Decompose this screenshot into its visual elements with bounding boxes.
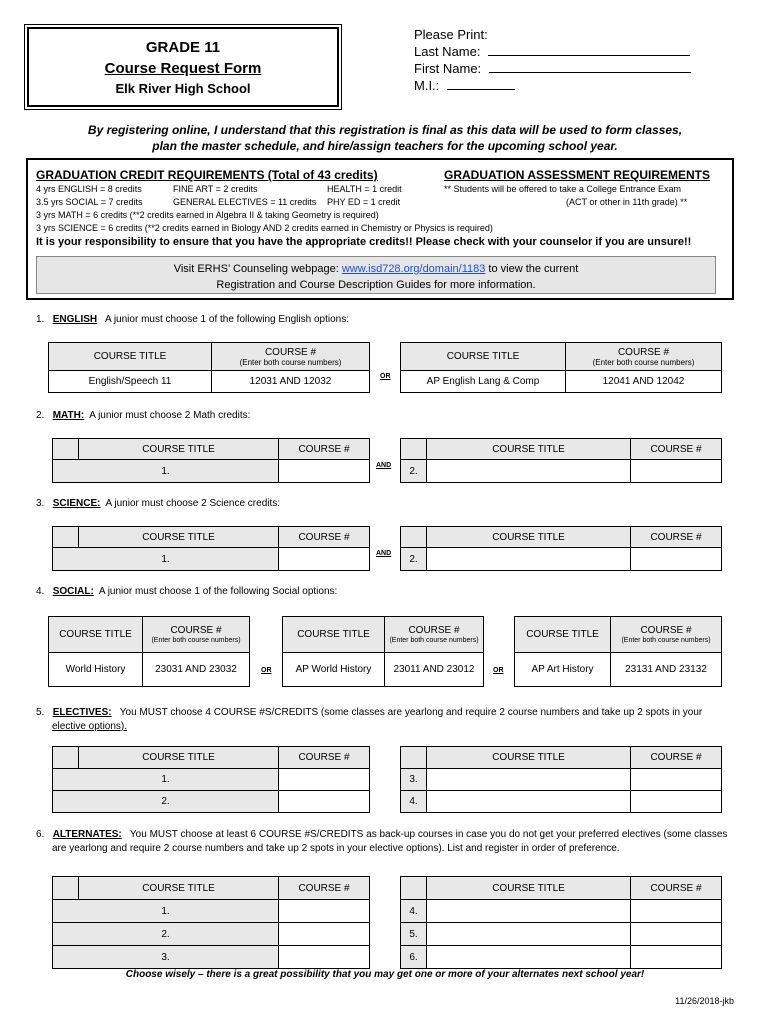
row-number: 4. [401, 791, 427, 813]
course-number-header: COURSE # [631, 527, 722, 548]
section-instructions-cont: are yearlong and require 2 course numbers and take up 2 spots in your elective options). List and register in order of preference. [52, 843, 620, 854]
visit-prefix: Visit ERHS’ Counseling webpage: [173, 263, 342, 275]
row-number: 1. [161, 774, 170, 785]
course-title-header: COURSE TITLE [79, 527, 279, 548]
section-name: ALTERNATES: [52, 829, 122, 840]
row-number: 3. [161, 951, 170, 963]
elective-row-2-number[interactable] [279, 791, 370, 813]
elective-row-2-title[interactable] [53, 791, 279, 813]
enter-both-note: (Enter both course numbers) [151, 636, 241, 644]
alternates-section-heading [36, 828, 736, 856]
number-header [53, 747, 79, 769]
social-option-3-table [514, 616, 722, 687]
alternate-row-6-number[interactable] [631, 946, 722, 969]
english-course-numbers[interactable]: 12041 AND 12042 [566, 371, 722, 393]
alternate-row-6-title[interactable] [427, 946, 631, 969]
course-number-header [385, 617, 484, 653]
responsibility-note: It is your responsibility to ensure that you have the appropriate credits!! Please check with your counselor if you are unsure!! [36, 236, 692, 248]
elective-row-3-title[interactable] [427, 769, 631, 791]
science-section-heading [36, 498, 280, 509]
row-number: 2. [401, 548, 427, 571]
last-name-row [414, 43, 690, 60]
science-row-1-title[interactable] [53, 548, 279, 571]
course-title-header: COURSE TITLE [79, 439, 279, 460]
section-instructions-cont: elective options). [52, 721, 128, 732]
section-number: 1. [36, 314, 45, 325]
course-title-header: COURSE TITLE [79, 747, 279, 769]
number-header [401, 747, 427, 769]
science-table-left [52, 526, 370, 571]
course-number-header [566, 343, 722, 371]
form-title-box [27, 27, 339, 107]
assessment-requirements-title: GRADUATION ASSESSMENT REQUIREMENTS [444, 168, 711, 182]
last-name-field[interactable] [488, 44, 690, 56]
and-label: AND [376, 550, 392, 557]
counseling-link[interactable]: www.isd728.org/domain/1183 [341, 263, 486, 275]
statement-line-1: By registering online, I understand that this registration is final as this data will be used to form classes, [87, 123, 683, 137]
credit-requirements-title: GRADUATION CREDIT REQUIREMENTS (Total of 43 credits) [36, 168, 378, 182]
elective-row-4-number[interactable] [631, 791, 722, 813]
alternate-row-5-number[interactable] [631, 923, 722, 946]
enter-both-note: (Enter both course numbers) [239, 357, 342, 367]
or-label: OR [380, 373, 391, 380]
statement-line-2: plan the master schedule, and hire/assign teachers for the upcoming school year. [152, 139, 618, 153]
english-section-heading [36, 314, 349, 325]
req-fine-art: FINE ART = 2 credits [173, 184, 258, 194]
course-num-label: COURSE # [408, 624, 460, 636]
date-code: 11/26/2018-jkb [675, 996, 734, 1006]
counseling-line-2: Registration and Course Description Guides for more information. [216, 279, 536, 291]
course-number-header: COURSE # [631, 747, 722, 769]
course-title-header: COURSE TITLE [49, 617, 143, 653]
section-number: 4. [36, 586, 45, 597]
alternate-row-3-title[interactable] [53, 946, 279, 969]
science-row-2-title[interactable] [427, 548, 631, 571]
row-number: 1. [161, 465, 170, 477]
science-row-2-number[interactable] [631, 548, 722, 571]
assessment-line-2: (ACT or other in 11th grade) ** [566, 197, 688, 207]
course-number-header: COURSE # [279, 439, 370, 460]
section-instructions: You MUST choose 4 COURSE #S/CREDITS (some classes are yearlong and require 2 course numbers and take up 2 spots in your [119, 707, 703, 718]
course-title-header: COURSE TITLE [49, 343, 212, 371]
visit-suffix: to view the current [485, 263, 579, 275]
section-name: SCIENCE: [52, 498, 101, 509]
course-num-label: COURSE # [264, 346, 317, 358]
req-math: 3 yrs MATH = 6 credits (**2 credits earned in Algebra II & taking Geometry is required) [36, 210, 379, 220]
first-name-label: First Name: [414, 61, 482, 76]
req-english: 4 yrs ENGLISH = 8 credits [36, 184, 142, 194]
req-science: 3 yrs SCIENCE = 6 credits (**2 credits earned in Biology AND 2 credits earned in Chemistry or Physics is required) [36, 223, 493, 233]
req-phy-ed: PHY ED = 1 credit [327, 197, 401, 207]
or-label: OR [261, 667, 272, 674]
number-header [401, 527, 427, 548]
elective-row-4-title[interactable] [427, 791, 631, 813]
course-number-header: COURSE # [631, 877, 722, 900]
section-name: ENGLISH [52, 314, 98, 325]
section-instructions: A junior must choose 2 Math credits: [89, 410, 251, 421]
assessment-line-1: ** Students will be offered to take a College Entrance Exam [444, 184, 681, 194]
section-instructions: You MUST choose at least 6 COURSE #S/CREDITS as back-up courses in case you do not get your preferred electives (some classes [129, 829, 728, 840]
alternates-warning: Choose wisely – there is a great possibility that you may get one or more of your alternates next school year! [125, 969, 645, 980]
number-header [53, 527, 79, 548]
row-number: 2. [401, 460, 427, 483]
alternate-row-5-title[interactable] [427, 923, 631, 946]
section-name: MATH: [52, 410, 85, 421]
first-name-row [414, 60, 691, 77]
english-course-title[interactable]: AP English Lang & Comp [401, 371, 566, 393]
registration-statement [40, 122, 730, 154]
alternate-row-2-number[interactable] [279, 923, 370, 946]
alternate-row-1-title[interactable] [53, 900, 279, 923]
counseling-info-box [36, 256, 716, 294]
english-option-1-table [48, 342, 370, 393]
alternate-row-3-number[interactable] [279, 946, 370, 969]
course-number-header [212, 343, 370, 371]
alternates-table-left [52, 876, 370, 969]
row-number: 2. [161, 796, 170, 807]
section-number: 3. [36, 498, 45, 509]
elective-row-3-number[interactable] [631, 769, 722, 791]
section-number: 5. [36, 707, 45, 718]
english-course-title[interactable]: English/Speech 11 [49, 371, 212, 393]
first-name-field[interactable] [489, 61, 691, 73]
course-title-header: COURSE TITLE [401, 343, 566, 371]
and-label: AND [376, 462, 392, 469]
number-header [53, 439, 79, 460]
math-section-heading [36, 410, 250, 421]
english-course-numbers[interactable]: 12031 AND 12032 [212, 371, 370, 393]
mi-field[interactable] [447, 78, 515, 90]
course-number-header: COURSE # [279, 877, 370, 900]
elective-row-1-title[interactable] [53, 769, 279, 791]
school-name: Elk River High School [115, 81, 251, 96]
row-number: 3. [401, 769, 427, 791]
course-number-header: COURSE # [631, 439, 722, 460]
course-num-label: COURSE # [640, 624, 692, 636]
social-course-numbers[interactable]: 23031 AND 23032 [143, 653, 250, 687]
number-header [401, 439, 427, 460]
math-row-1-number[interactable] [279, 460, 370, 483]
social-course-numbers[interactable]: 23011 AND 23012 [385, 653, 484, 687]
course-num-label: COURSE # [617, 346, 670, 358]
course-title-header: COURSE TITLE [515, 617, 611, 653]
or-label: OR [493, 667, 504, 674]
science-row-1-number[interactable] [279, 548, 370, 571]
grade-heading: GRADE 11 [145, 39, 221, 56]
number-header [53, 877, 79, 900]
req-health: HEALTH = 1 credit [327, 184, 402, 194]
math-table-left [52, 438, 370, 483]
elective-row-1-number[interactable] [279, 769, 370, 791]
row-number: 1. [161, 553, 170, 565]
enter-both-note: (Enter both course numbers) [621, 636, 711, 644]
alternate-row-2-title[interactable] [53, 923, 279, 946]
course-title-header: COURSE TITLE [427, 527, 631, 548]
social-section-heading [36, 586, 337, 597]
math-row-2-number[interactable] [631, 460, 722, 483]
section-instructions: A junior must choose 2 Science credits: [105, 498, 281, 509]
course-number-header [143, 617, 250, 653]
social-course-title[interactable]: AP World History [283, 653, 385, 687]
section-instructions: A junior must choose 1 of the following Social options: [98, 586, 338, 597]
electives-section-heading [36, 706, 726, 734]
alternate-row-4-number[interactable] [631, 900, 722, 923]
row-number: 2. [161, 928, 170, 940]
social-option-2-table [282, 616, 484, 687]
enter-both-note: (Enter both course numbers) [592, 357, 695, 367]
req-social: 3.5 yrs SOCIAL = 7 credits [36, 197, 143, 207]
math-row-2-title[interactable] [427, 460, 631, 483]
row-number: 1. [161, 905, 170, 917]
course-title-header: COURSE TITLE [427, 877, 631, 900]
electives-table-right [400, 746, 722, 813]
social-course-title[interactable]: World History [49, 653, 143, 687]
course-number-header: COURSE # [279, 747, 370, 769]
course-num-label: COURSE # [170, 624, 222, 636]
course-title-header: COURSE TITLE [427, 439, 631, 460]
row-number: 5. [401, 923, 427, 946]
enter-both-note: (Enter both course numbers) [389, 636, 479, 644]
social-course-title[interactable]: AP Art History [515, 653, 611, 687]
electives-table-left [52, 746, 370, 813]
number-header [401, 877, 427, 900]
section-instructions: A junior must choose 1 of the following English options: [104, 314, 349, 325]
math-table-right [400, 438, 722, 483]
mi-label: M.I.: [414, 78, 440, 93]
counseling-line-1 [37, 261, 715, 277]
course-number-header [611, 617, 722, 653]
course-title-header: COURSE TITLE [427, 747, 631, 769]
please-print-label: Please Print: [414, 27, 488, 42]
mi-row [414, 77, 515, 94]
course-number-header: COURSE # [279, 527, 370, 548]
science-table-right [400, 526, 722, 571]
section-name: ELECTIVES: [52, 707, 112, 718]
section-number: 2. [36, 410, 45, 421]
course-title-header: COURSE TITLE [79, 877, 279, 900]
course-title-header: COURSE TITLE [283, 617, 385, 653]
social-option-1-table [48, 616, 250, 687]
section-number: 6. [36, 829, 45, 840]
last-name-label: Last Name: [414, 44, 481, 59]
form-title: Course Request Form [104, 60, 262, 77]
social-course-numbers[interactable]: 23131 AND 23132 [611, 653, 722, 687]
alternate-row-1-number[interactable] [279, 900, 370, 923]
english-option-2-table [400, 342, 722, 393]
row-number: 6. [401, 946, 427, 969]
req-general-electives: GENERAL ELECTIVES = 11 credits [173, 197, 317, 207]
math-row-1-title[interactable] [53, 460, 279, 483]
section-name: SOCIAL: [52, 586, 94, 597]
row-number: 4. [401, 900, 427, 923]
alternate-row-4-title[interactable] [427, 900, 631, 923]
alternates-table-right [400, 876, 722, 969]
